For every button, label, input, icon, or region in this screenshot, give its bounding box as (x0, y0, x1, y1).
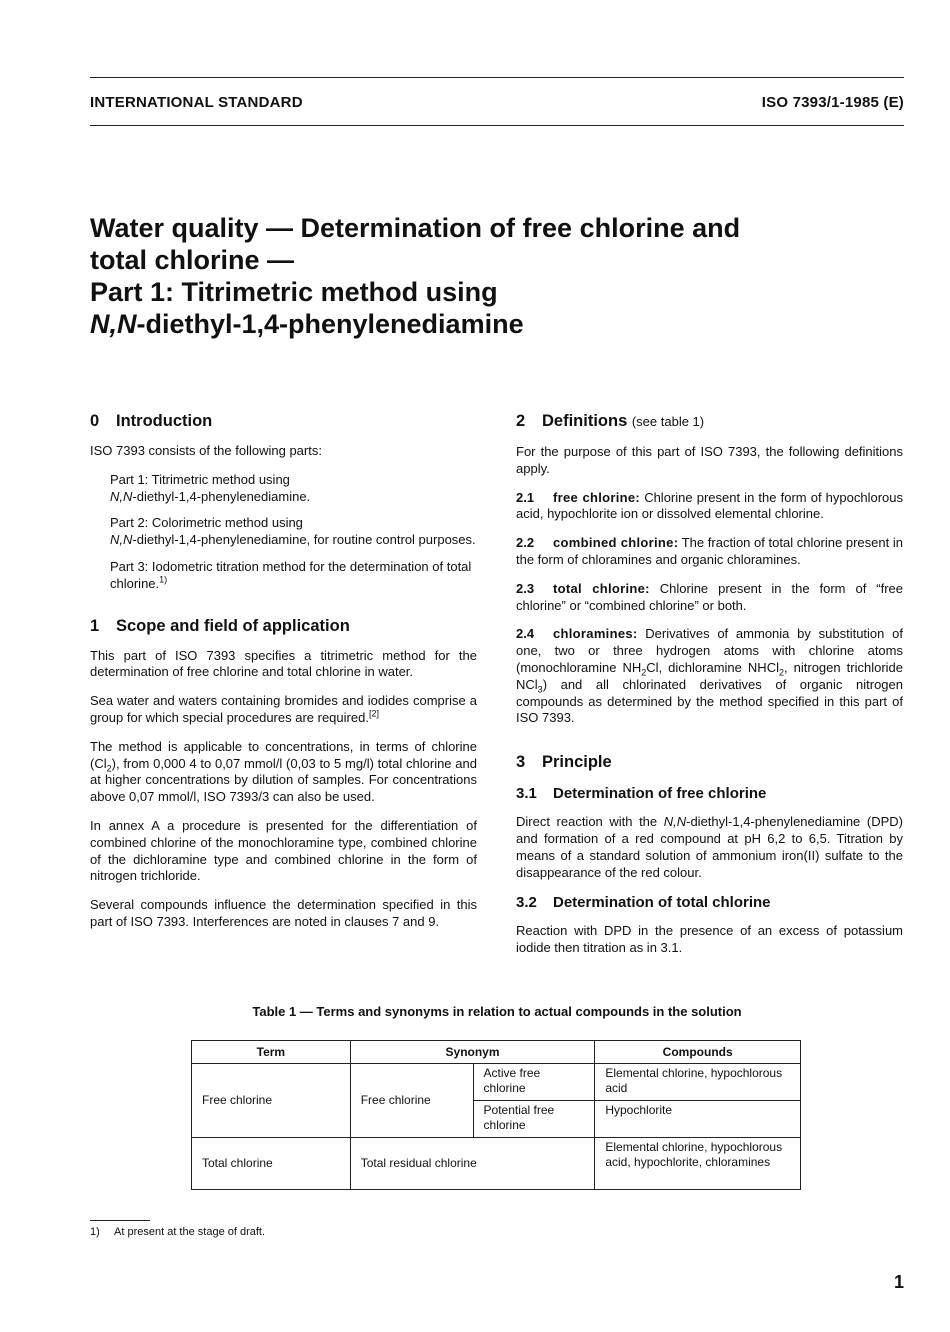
document-title (90, 212, 870, 340)
header-standard-type: INTERNATIONAL STANDARD (90, 94, 303, 111)
def-2-2-term: combined chlorine: (553, 535, 679, 551)
s1-p2-text: Sea water and waters containing bromides and iodides comprise a group for which special procedures are required. (90, 693, 477, 725)
def-2-4-d: ) and all chlorinated derivatives of organic nitrogen compounds as determined by the method specified in this part of ISO 7393. (516, 676, 903, 726)
cell-term-total: Total chlorine (192, 1138, 351, 1190)
s0-intro: ISO 7393 consists of the following parts: (90, 443, 322, 458)
s1-p3-sub: 2 (106, 763, 112, 774)
title-line-1: Water quality — Determination of free chlorine and (90, 213, 741, 243)
s3-1-a: Direct reaction with the (516, 814, 664, 830)
header-bottom-rule (90, 125, 904, 126)
s3-1-b: -diethyl-1,4-phenylenediamine (DPD) and formation of a red compound at pH 6,2 to 6,5. Titration by means of a standard solution of ammonium iron(II) sulfate to the disappearance of the red colour. (516, 814, 903, 880)
section-1-title: Scope and field of application (116, 616, 350, 635)
section-3-number: 3 (516, 753, 526, 772)
def-2-1-text: Chlorine present in the form of hypochlorous acid, hypochlorite ion or dissolved elemental chlorine. (516, 489, 903, 522)
table-1-caption: Table 1 — Terms and synonyms in relation to actual compounds in the solution (252, 1004, 742, 1019)
table-header-row (192, 1041, 801, 1064)
def-2-2 (516, 535, 903, 569)
cell-subsynonym-potential: Potential free chlorine (473, 1101, 595, 1138)
section-2-title: Definitions (542, 412, 628, 430)
s0-part2-italic: N,N (110, 532, 133, 548)
s3-2-text: Reaction with DPD in the presence of an excess of potassium iodide then titration as in 3.1. (516, 923, 903, 956)
def-2-4 (516, 626, 903, 727)
section-0-title: Introduction (116, 412, 213, 430)
cell-compounds-potential: Hypochlorite (595, 1101, 801, 1138)
footnote-mark: 1) (90, 1226, 100, 1238)
section-0-number: 0 (90, 412, 100, 430)
s0-part1-rest: -diethyl-1,4-phenylenediamine. (132, 488, 311, 504)
s1-p3-a: The method is applicable to concentrations, in terms of chlorine (Cl (90, 738, 477, 771)
s0-part1 (110, 472, 477, 506)
section-3-1-heading (516, 784, 903, 804)
section-3-2-number: 3.2 (516, 894, 537, 912)
title-line-4 (90, 308, 870, 340)
section-1-number: 1 (90, 616, 100, 635)
def-2-4-number: 2.4 (516, 626, 535, 642)
s0-part2-line1: Part 2: Colorimetric method using (110, 515, 303, 531)
def-2-4-sub3: 3 (537, 684, 543, 695)
section-3-heading (516, 751, 903, 773)
section-3-1-number: 3.1 (516, 785, 537, 803)
def-2-4-term: chloramines: (553, 626, 638, 642)
s0-part3-text: Part 3: Iodometric titration method for the determination of total chlorine. (110, 558, 472, 591)
header-top-rule (90, 77, 904, 78)
title-line-4-rest: -diethyl-1,4-phenylenediamine (136, 309, 524, 339)
cell-subsynonym-active: Active free chlorine (473, 1064, 595, 1101)
def-2-1-number: 2.1 (516, 489, 535, 505)
s1-p2 (90, 693, 477, 727)
page-number: 1 (893, 1272, 904, 1292)
header-term: Term (192, 1041, 351, 1064)
footnote-rule (90, 1220, 150, 1221)
section-3-2-title: Determination of total chlorine (553, 894, 771, 912)
section-2-note: (see table 1) (631, 414, 705, 429)
def-2-2-text: The fraction of total chlorine present in the form of chloramines and organic chloramines. (516, 535, 903, 567)
def-2-3-term: total chlorine: (553, 580, 650, 596)
cell-synonym-free: Free chlorine (350, 1064, 473, 1138)
s1-p4: In annex A a procedure is presented for the differentiation of combined chlorine of the monochloramine type, combined chlorine of the dichloramine type and combined chlorine in the form of nitrogen trichloride. (90, 817, 477, 884)
section-3-1-title: Determination of free chlorine (553, 785, 767, 803)
section-0-heading (90, 410, 477, 432)
section-2-number: 2 (516, 412, 526, 430)
s1-p2-ref: [2] (368, 708, 379, 719)
def-2-2-number: 2.2 (516, 535, 535, 551)
page-header (90, 94, 904, 114)
def-2-1-term: free chlorine: (553, 489, 641, 505)
s3-1-italic: N,N (663, 814, 687, 830)
def-2-3-number: 2.3 (516, 580, 535, 596)
footnote (90, 1226, 265, 1238)
title-italic-nn: N,N (90, 309, 137, 339)
s2-intro: For the purpose of this part of ISO 7393, the following definitions apply. (516, 444, 903, 476)
header-synonym: Synonym (350, 1041, 595, 1064)
def-2-4-sub1: 2 (641, 667, 647, 678)
right-column (516, 410, 903, 969)
header-standard-number: ISO 7393/1-1985 (E) (761, 94, 904, 111)
s1-p3 (90, 739, 477, 806)
footnote-text: At present at the stage of draft. (114, 1226, 266, 1238)
def-2-1 (516, 490, 903, 524)
cell-term-free: Free chlorine (192, 1064, 351, 1138)
s0-part1-italic: N,N (110, 488, 133, 504)
s1-p1: This part of ISO 7393 specifies a titrimetric method for the determination of free chlorine and total chlorine in water. (90, 647, 477, 680)
table-row (192, 1138, 801, 1190)
s0-part2-rest: -diethyl-1,4-phenylenediamine, for routine control purposes. (132, 532, 476, 548)
s1-p5: Several compounds influence the determination specified in this part of ISO 7393. Interferences are noted in clauses 7 and 9. (90, 897, 477, 929)
cell-synonym-total: Total residual chlorine (350, 1138, 595, 1190)
title-line-3: Part 1: Titrimetric method using (90, 277, 498, 307)
table-row (192, 1064, 801, 1101)
cell-compounds-total: Elemental chlorine, hypochlorous acid, hypochlorite, chloramines (595, 1138, 801, 1190)
s0-part1-line1: Part 1: Titrimetric method using (110, 471, 290, 487)
section-1-heading (90, 615, 477, 637)
cell-compounds-active: Elemental chlorine, hypochlorous acid (595, 1064, 801, 1101)
section-3-title: Principle (542, 753, 612, 772)
def-2-4-sub2: 2 (778, 667, 784, 678)
s0-part2 (110, 515, 477, 549)
def-2-3 (516, 581, 903, 615)
title-line-2: total chlorine — (90, 245, 295, 275)
def-2-4-c: , nitrogen trichloride NCl (516, 659, 904, 692)
section-2-heading (516, 410, 903, 433)
section-3-2-heading (516, 893, 903, 913)
def-2-4-a: Derivatives of ammonia by substitution of one, two or three hydrogen atoms with chlorine atoms (monochloramine NH (516, 626, 903, 675)
def-2-4-b: Cl, dichloramine NHCl (646, 659, 779, 675)
def-2-3-text: Chlorine present in the form of “free chlorine” or “combined chlorine” or both. (516, 580, 903, 613)
s0-part3 (110, 559, 477, 593)
s1-p3-b: ), from 0,000 4 to 0,07 mmol/l (0,03 to 5 mg/l) total chlorine and at higher concentrations by dilution of samples. For concentrations above 0,07 mmol/l, ISO 7393/3 can also be used. (90, 755, 477, 805)
s3-1-text (516, 814, 903, 881)
table-1 (191, 1040, 801, 1190)
left-column (90, 410, 477, 943)
s0-part3-footnote-ref: 1) (159, 574, 168, 585)
header-compounds: Compounds (595, 1041, 801, 1064)
